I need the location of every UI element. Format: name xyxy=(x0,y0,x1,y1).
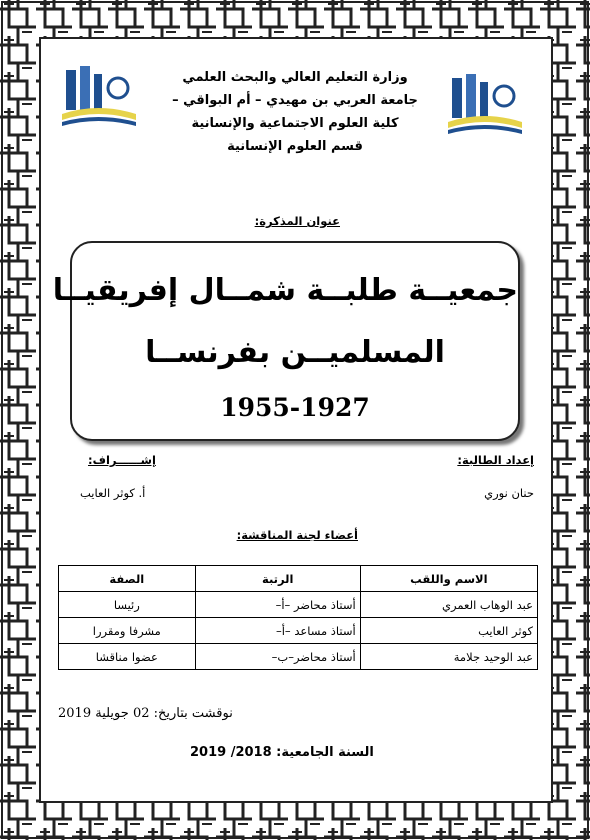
supervisor-name: أ. كوثر العايب xyxy=(80,486,146,500)
university-name: جامعة العربي بن مهيدي – أم البواقي – xyxy=(172,93,418,108)
academic-year: السنة الجامعية: 2018/ 2019 xyxy=(190,745,374,760)
ministry-name: وزارة التعليم العالي والبحث العلمي xyxy=(182,70,408,85)
thesis-title-label: عنوان المذكرة: xyxy=(254,214,340,228)
thesis-title-line-2: المسلميــن بفرنســا xyxy=(145,335,445,370)
member-rank: أستاذ محاضر–ب– xyxy=(195,644,360,670)
supervision-label: إشــــــراف: xyxy=(88,453,156,467)
student-name: حنان نوري xyxy=(484,486,534,500)
thesis-years: 1955-1927 xyxy=(220,393,370,422)
member-role: مشرفا ومقررا xyxy=(59,618,196,644)
member-rank: أستاذ مساعد –أ– xyxy=(195,618,360,644)
column-header-name: الاسم واللقب xyxy=(360,566,537,592)
prepared-by-label: إعداد الطالبة: xyxy=(457,453,534,467)
member-role: عضوا مناقشا xyxy=(59,644,196,670)
thesis-title-line-1: جمعيــة طلبــة شمــال إفريقيــا xyxy=(52,273,518,308)
thesis-title-box xyxy=(52,241,520,441)
column-header-rank: الرتبة xyxy=(195,566,360,592)
member-name: عبد الوهاب العمري xyxy=(360,592,537,618)
member-role: رئيسا xyxy=(59,592,196,618)
member-rank: أستاذ محاضر –أ– xyxy=(195,592,360,618)
committee-table xyxy=(58,565,538,670)
faculty-name: كلية العلوم الاجتماعية والإنسانية xyxy=(191,116,399,131)
committee-label: أعضاء لجنة المناقشة: xyxy=(236,528,358,542)
table-row xyxy=(59,618,538,644)
table-row xyxy=(59,644,538,670)
table-row xyxy=(59,592,538,618)
defense-date: نوقشت بتاريخ: 02 جويلية 2019 xyxy=(58,706,233,721)
university-logo-right xyxy=(444,70,526,140)
department-name: قسم العلوم الإنسانية xyxy=(227,139,363,154)
column-header-role: الصفة xyxy=(59,566,196,592)
member-name: عبد الوحيد جلامة xyxy=(360,644,537,670)
institution-header xyxy=(150,66,440,158)
committee-header-row xyxy=(59,566,538,592)
member-name: كوثر العايب xyxy=(360,618,537,644)
university-logo-left xyxy=(58,62,140,132)
